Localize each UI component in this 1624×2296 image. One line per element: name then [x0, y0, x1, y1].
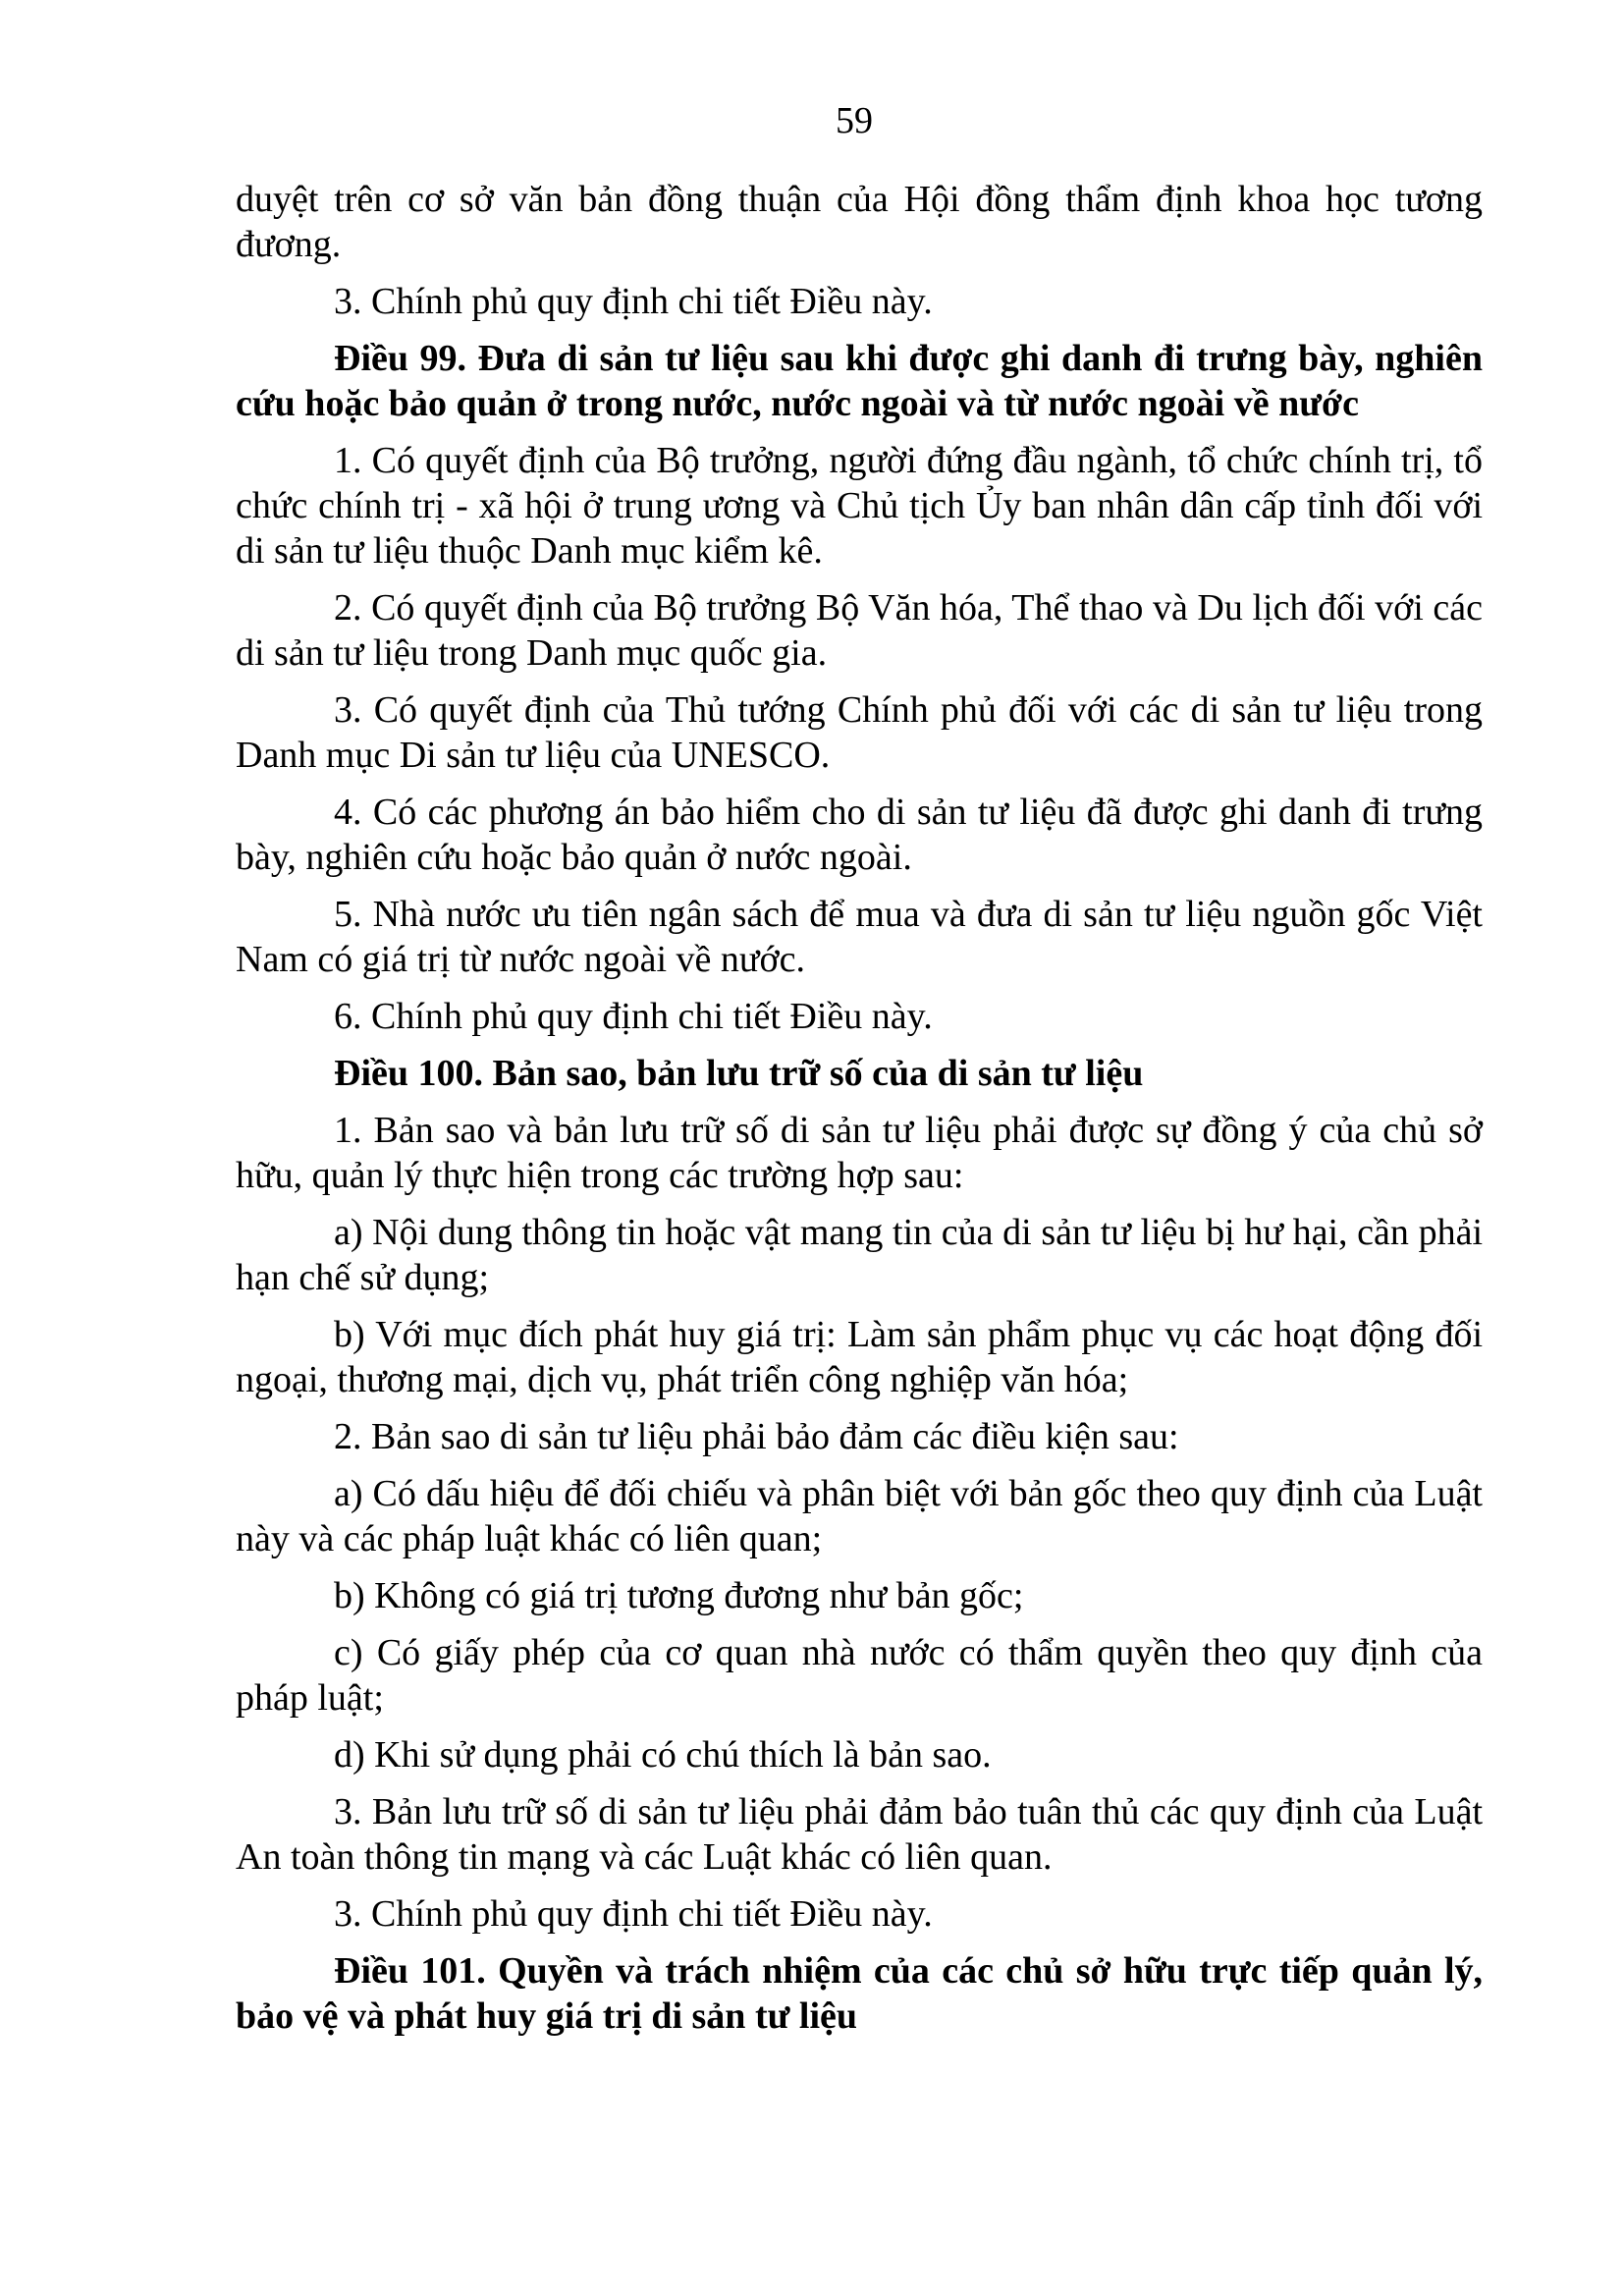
article-heading: Điều 100. Bản sao, bản lưu trữ số của di sản tư liệu [334, 1053, 1144, 1094]
paragraph: 1. Có quyết định của Bộ trưởng, người đứng đầu ngành, tổ chức chính trị, tổ chức chính trị - xã hội ở trung ương và Chủ tịch Ủy ban nhân dân cấp tỉnh đối với di sản tư liệu thuộc Danh mục kiểm kê. [236, 440, 1483, 572]
paragraph: 3. Chính phủ quy định chi tiết Điều này. [334, 281, 933, 322]
document-body [236, 177, 1483, 2050]
paragraph: b) Với mục đích phát huy giá trị: Làm sản phẩm phục vụ các hoạt động đối ngoại, thương mại, dịch vụ, phát triển công nghiệp văn hóa; [236, 1314, 1483, 1400]
paragraph: 4. Có các phương án bảo hiểm cho di sản tư liệu đã được ghi danh đi trưng bày, nghiên cứu hoặc bảo quản ở nước ngoài. [236, 792, 1483, 878]
paragraph: 6. Chính phủ quy định chi tiết Điều này. [334, 996, 933, 1037]
paragraph: 2. Có quyết định của Bộ trưởng Bộ Văn hóa, Thể thao và Du lịch đối với các di sản tư liệu trong Danh mục quốc gia. [236, 587, 1483, 674]
paragraph: 5. Nhà nước ưu tiên ngân sách để mua và đưa di sản tư liệu nguồn gốc Việt Nam có giá trị từ nước ngoài về nước. [236, 894, 1483, 980]
paragraph: 3. Có quyết định của Thủ tướng Chính phủ đối với các di sản tư liệu trong Danh mục Di sản tư liệu của UNESCO. [236, 689, 1483, 776]
paragraph: c) Có giấy phép của cơ quan nhà nước có thẩm quyền theo quy định của pháp luật; [236, 1632, 1483, 1719]
paragraph: b) Không có giá trị tương đương như bản gốc; [334, 1575, 1024, 1616]
article-heading: Điều 101. Quyền và trách nhiệm của các chủ sở hữu trực tiếp quản lý, bảo vệ và phát huy giá trị di sản tư liệu [236, 1950, 1483, 2037]
page-number: 59 [836, 100, 873, 141]
paragraph: 3. Bản lưu trữ số di sản tư liệu phải đảm bảo tuân thủ các quy định của Luật An toàn thông tin mạng và các Luật khác có liên quan. [236, 1791, 1483, 1878]
paragraph: a) Nội dung thông tin hoặc vật mang tin của di sản tư liệu bị hư hại, cần phải hạn chế sử dụng; [236, 1212, 1483, 1298]
paragraph: d) Khi sử dụng phải có chú thích là bản sao. [334, 1734, 992, 1776]
paragraph: a) Có dấu hiệu để đối chiếu và phân biệt với bản gốc theo quy định của Luật này và các pháp luật khác có liên quan; [236, 1473, 1483, 1559]
paragraph: 2. Bản sao di sản tư liệu phải bảo đảm các điều kiện sau: [334, 1416, 1179, 1457]
paragraph: 3. Chính phủ quy định chi tiết Điều này. [334, 1893, 933, 1935]
paragraph: duyệt trên cơ sở văn bản đồng thuận của Hội đồng thẩm định khoa học tương đương. [236, 179, 1483, 265]
article-heading: Điều 99. Đưa di sản tư liệu sau khi được ghi danh đi trưng bày, nghiên cứu hoặc bảo quản ở trong nước, nước ngoài và từ nước ngoài về nước [236, 338, 1483, 424]
paragraph: 1. Bản sao và bản lưu trữ số di sản tư liệu phải được sự đồng ý của chủ sở hữu, quản lý thực hiện trong các trường hợp sau: [236, 1110, 1483, 1196]
